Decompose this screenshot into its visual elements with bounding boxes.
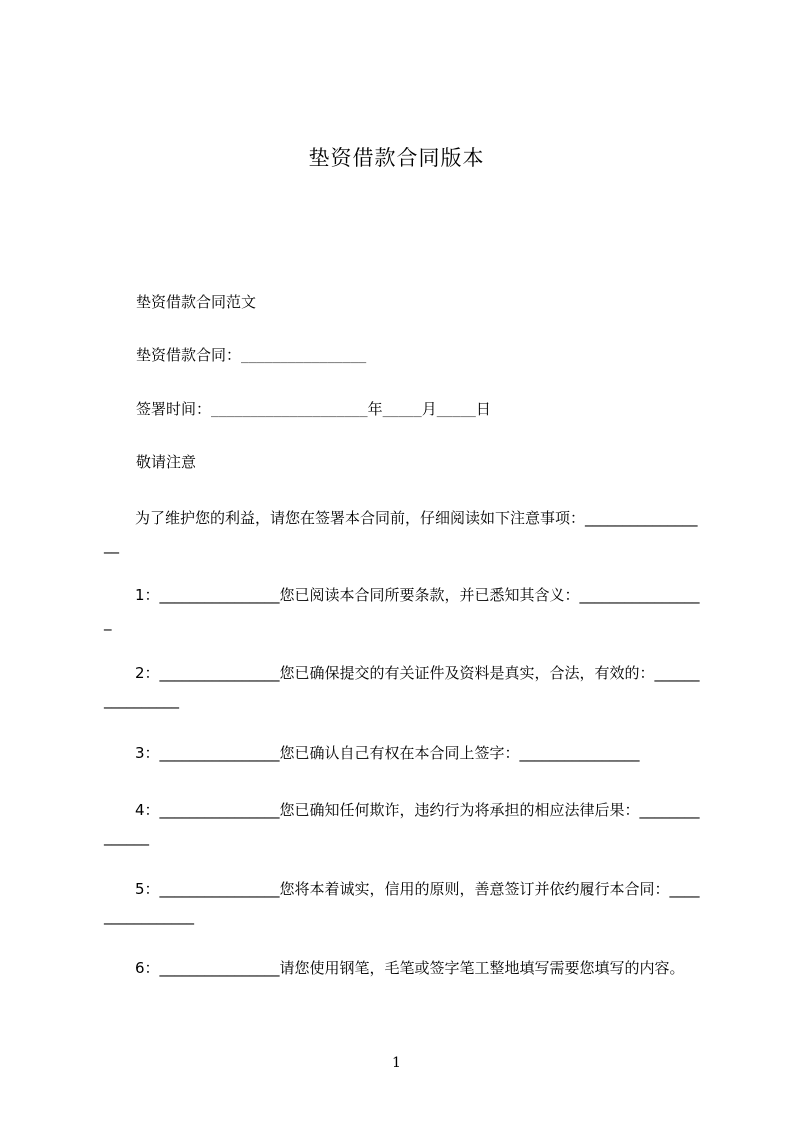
sign-time-blank: ____________________ <box>211 403 368 418</box>
day-blank: _____ <box>436 403 476 418</box>
notice-item-1: 1：________________您已阅读本合同所要条款，并已悉知其含义：_________________ <box>104 586 700 631</box>
notice-item-3: 3：________________您已确认自己有权在本合同上签字：________________ <box>135 744 640 762</box>
notice-item-6: 6：________________请您使用钢笔，毛笔或签字笔工整地填写需要您填写的内容。 <box>135 959 685 977</box>
contract-label: 垫资借款合同： <box>136 346 242 364</box>
notice-item-4: 4：________________您已确知任何欺诈，违约行为将承担的相应法律后果：______________ <box>104 801 700 846</box>
page-number: 1 <box>392 1055 401 1071</box>
year-label: 年 <box>367 400 383 418</box>
contract-blank: ________________ <box>241 349 367 364</box>
notice-item-5: 5：________________您将本着诚实，信用的原则，善意签订并依约履行本合同：________________ <box>104 880 700 925</box>
notice-item-2: 2：________________您已确保提交的有关证件及资料是真实，合法，有效的：________________ <box>104 664 700 709</box>
document-title: 垫资借款合同版本 <box>308 146 485 170</box>
notice-heading: 敬请注意 <box>136 453 197 471</box>
day-label: 日 <box>475 400 491 418</box>
month-blank: _____ <box>382 403 422 418</box>
intro-paragraph: 为了维护您的利益，请您在签署本合同前，仔细阅读如下注意事项：_________________ <box>104 509 698 554</box>
month-label: 月 <box>421 400 437 418</box>
document-subtitle: 垫资借款合同范文 <box>136 293 257 311</box>
contract-line <box>136 345 366 367</box>
sign-time-line <box>136 399 491 421</box>
sign-time-label: 签署时间： <box>136 400 212 418</box>
